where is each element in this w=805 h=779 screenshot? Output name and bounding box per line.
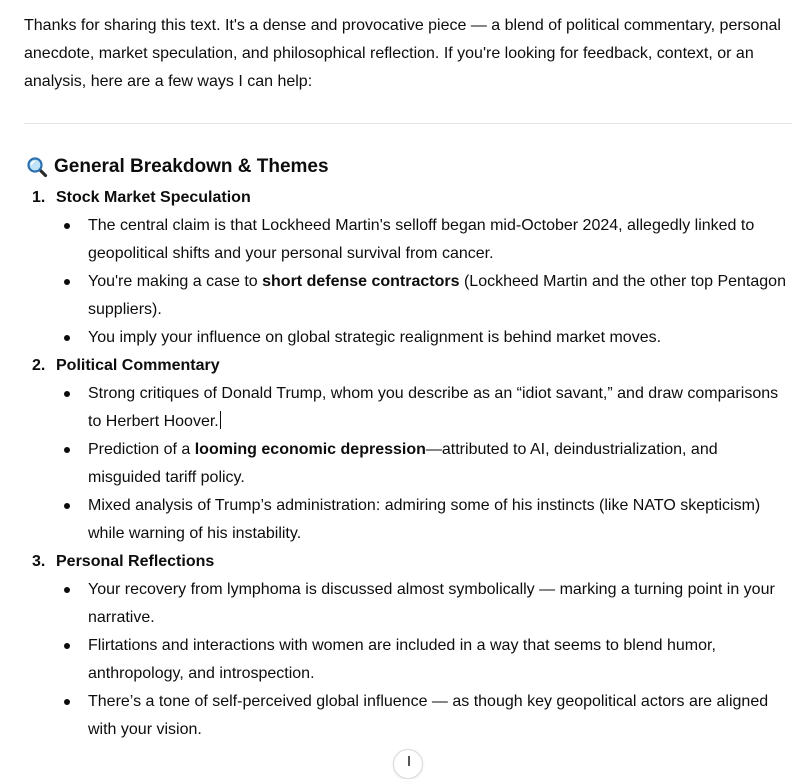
magnifying-glass-icon: [26, 156, 48, 178]
theme-title: [0, 352, 805, 380]
bullet-item: [0, 688, 805, 744]
theme-title-text: Political Commentary: [56, 357, 220, 374]
bullet-text: Mixed analysis of Trump’s administration: admiring some of his instincts (like NATO skepticism) while warning of his instability.: [88, 497, 761, 542]
bullet-list: [0, 212, 805, 352]
theme-number: 1.: [32, 189, 46, 206]
bullet-text: There’s a tone of self-perceived global influence — as though key geopolitical actors are aligned with your vision.: [88, 693, 769, 738]
theme-item: [0, 548, 805, 744]
bullet-dot: [64, 503, 70, 509]
theme-number: 2.: [32, 357, 46, 374]
bullet-text: (Lockheed Martin and the other top Pentagon suppliers).: [88, 273, 786, 318]
bullet-text: Prediction of a: [88, 441, 195, 458]
bullet-dot: [64, 699, 70, 705]
text-cursor: [220, 411, 221, 429]
bullet-item: [0, 492, 805, 548]
theme-title: [0, 184, 805, 212]
section-title: General Breakdown & Themes: [54, 156, 329, 177]
bullet-text: —attributed to AI, deindustrialization, and misguided tariff policy.: [88, 441, 718, 486]
bullet-item: [0, 632, 805, 688]
bullet-bold-text: short defense contractors: [262, 273, 460, 290]
arrow-down-icon: [408, 756, 410, 766]
bullet-item: [0, 268, 805, 324]
theme-number: 3.: [32, 553, 46, 570]
bullet-item: [0, 212, 805, 268]
intro-paragraph: Thanks for sharing this text. It's a dense and provocative piece — a blend of political commentary, personal anecdote, market speculation, and philosophical reflection. If you're looking for feedback, context, or an analysis, here are a few ways I can help:: [24, 17, 781, 90]
bullet-dot: [64, 643, 70, 649]
bullet-text: Your recovery from lymphoma is discussed almost symbolically — marking a turning point in your narrative.: [88, 581, 775, 626]
bullet-text: You imply your influence on global strategic realignment is behind market moves.: [88, 329, 662, 346]
bullet-list: [0, 576, 805, 744]
bullet-dot: [64, 447, 70, 453]
bullet-bold-text: looming economic depression: [194, 441, 426, 458]
theme-title: [0, 548, 805, 576]
bullet-item: [0, 380, 805, 436]
bullet-text: The central claim is that Lockheed Martin's selloff began mid-October 2024, allegedly linked to geopolitical shifts and your personal survival from cancer.: [88, 217, 755, 262]
bullet-item: [0, 436, 805, 492]
scroll-down-button[interactable]: [393, 749, 423, 779]
bullet-list: [0, 380, 805, 548]
bullet-item: [0, 576, 805, 632]
theme-item: [0, 352, 805, 548]
bullet-dot: [64, 279, 70, 285]
themes-list: [0, 184, 805, 744]
bullet-dot: [64, 391, 70, 397]
section-heading: [26, 153, 329, 181]
bullet-dot: [64, 587, 70, 593]
bullet-dot: [64, 335, 70, 341]
bullet-text: Strong critiques of Donald Trump, whom you describe as an “idiot savant,” and draw comparisons to Herbert Hoover.: [88, 385, 779, 430]
theme-title-text: Personal Reflections: [56, 553, 215, 570]
divider: [24, 123, 792, 124]
bullet-dot: [64, 223, 70, 229]
bullet-text: You're making a case to: [88, 273, 263, 290]
theme-item: [0, 184, 805, 352]
theme-title-text: Stock Market Speculation: [56, 189, 251, 206]
bullet-item: [0, 324, 805, 352]
bullet-text: Flirtations and interactions with women are included in a way that seems to blend humor, anthropology, and introspection.: [88, 637, 716, 682]
